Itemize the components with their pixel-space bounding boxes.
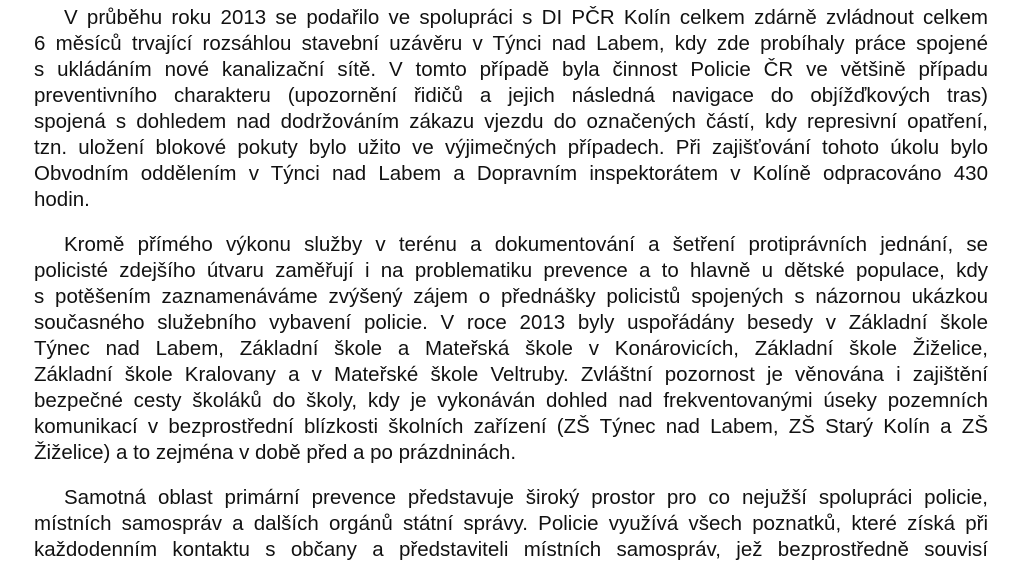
paragraph-2-line-7: bezpečné cesty školáků do školy, kdy je vykonáván dohled nad frekventovanými úseky pozemních	[34, 389, 988, 412]
paragraph-3-line-1: Samotná oblast primární prevence představuje široký prostor pro co nejužší spolupráci policie,	[64, 486, 988, 509]
paragraph-1-line-4: preventivního charakteru (upozornění řidičů a jejich následná navigace do objížďkových tras)	[34, 84, 988, 107]
paragraph-1-line-5: spojená s dohledem nad dodržováním zákazu vjezdu do označených částí, kdy represivní opatření,	[34, 110, 988, 133]
paragraph-2-line-8: komunikací v bezprostřední blízkosti školních zařízení (ZŠ Týnec nad Labem, ZŠ Starý Kolín a ZŠ	[34, 415, 988, 438]
paragraph-1-line-7: Obvodním oddělením v Týnci nad Labem a Dopravním inspektorátem v Kolíně odpracováno 430	[34, 162, 988, 185]
paragraph-1-line-3: s ukládáním nové kanalizační sítě. V tomto případě byla činnost Policie ČR ve většině případu	[34, 58, 988, 81]
paragraph-2-line-4: současného služebního vybavení policie. V roce 2013 byly uspořádány besedy v Základní škole	[34, 311, 988, 334]
paragraph-2-line-6: Základní škole Kralovany a v Mateřské škole Veltruby. Zvláštní pozornost je věnována i zajištění	[34, 363, 988, 386]
paragraph-1-line-1: V průběhu roku 2013 se podařilo ve spolupráci s DI PČR Kolín celkem zdárně zvládnout celkem	[64, 6, 988, 29]
paragraph-2-line-9: Žiželice) a to zejména v době před a po prázdninách.	[34, 441, 517, 464]
paragraph-2-line-3: s potěšením zaznamenáváme zvýšený zájem o přednášky policistů spojených s názornou ukázkou	[34, 285, 988, 308]
paragraph-2-line-2: policisté zdejšího útvaru zaměřují i na problematiku prevence a to hlavně u dětské populace, kdy	[34, 259, 988, 282]
paragraph-1-line-6: tzn. uložení blokové pokuty bylo užito ve výjimečných případech. Při zajišťování tohoto úkolu bylo	[34, 136, 988, 159]
paragraph-2-line-1: Kromě přímého výkonu služby v terénu a dokumentování a šetření protiprávních jednání, se	[64, 233, 988, 256]
paragraph-1-line-8: hodin.	[34, 188, 90, 211]
paragraph-3-line-2: místních samospráv a dalších orgánů státní správy. Policie využívá všech poznatků, které získá při	[34, 512, 988, 535]
paragraph-3-line-3: každodenním kontaktu s občany a představiteli místních samospráv, jež bezprostředně souvisí	[34, 538, 988, 561]
paragraph-2-line-5: Týnec nad Labem, Základní škole a Mateřská škole v Konárovicích, Základní škole Žiželice,	[34, 337, 988, 360]
paragraph-1-line-2: 6 měsíců trvající rozsáhlou stavební uzávěru v Týnci nad Labem, kdy zde probíhaly práce spojené	[34, 32, 988, 55]
